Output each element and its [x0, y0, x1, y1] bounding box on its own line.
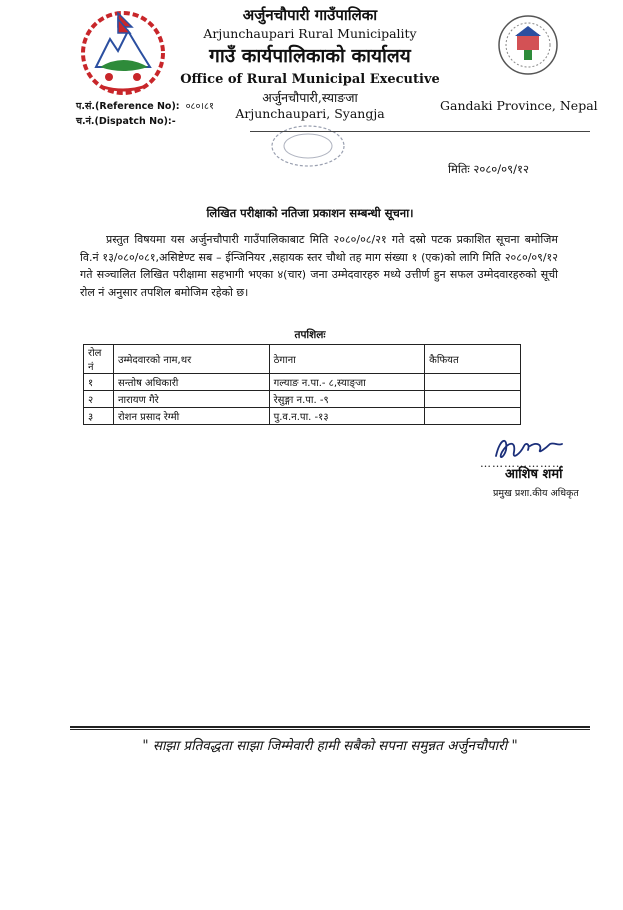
cell-address: पु.व.न.पा. -१३ [269, 408, 425, 425]
municipality-name-en: Arjunchaupari Rural Municipality [203, 26, 417, 41]
table-header-row [84, 345, 521, 374]
office-name-np: गाउँ कार्यपालिकाको कार्यालय [209, 45, 411, 67]
cell-remarks [425, 374, 521, 391]
footer-motto: " साझा प्रतिवद्धता साझा जिम्मेवारी हामी सबैको सपना समुन्नत अर्जुनचौपारी " [142, 738, 518, 754]
notice-subject: लिखित परीक्षाको नतिजा प्रकाशन सम्बन्धी सूचना। [206, 206, 414, 220]
office-name-en: Office of Rural Municipal Executive [180, 72, 440, 87]
reference-label: प.सं.(Reference No): [76, 101, 180, 112]
table-row [84, 374, 521, 391]
results-table [83, 344, 521, 425]
reference-value: ०८०।८१ [185, 101, 214, 112]
signature-dots: ………………… [480, 457, 564, 470]
header-remarks: कैफियत [425, 345, 521, 374]
cell-remarks [425, 408, 521, 425]
address-np: अर्जुनचौपारी,स्याङजा [262, 90, 358, 105]
office-stamp [268, 122, 348, 170]
reference-number [76, 99, 214, 112]
header-divider [250, 131, 590, 132]
notice-body: प्रस्तुत विषयमा यस अर्जुनचौपारी गाउँपालिकाबाट मिति २०८०/०८/२१ गते दस्रो पटक प्रकाशित सूचना बमोजिम वि.नं १३/०८०/०८१,असिष्टेण्ट सब – ईन्जिनियर ,सहायक स्तर चौथो तह माग संख्या १ (एक)को लागि मिति २०८०/०९/१२ गते सञ्चालित लिखित परीक्षामा सहभागी भएका ४(चार) जना उम्मेदवारहरु मध्ये उत्तीर्ण हुन सफल उम्मेदवारहरुको सूची रोल नं अनुसार तपशिल बमोजिम रहेको छ। [80, 233, 558, 299]
document-date: मितिः २०८०/०९/१२ [448, 162, 529, 176]
footer-divider [70, 726, 590, 728]
cell-roll-no: १ [84, 374, 114, 391]
table-row [84, 408, 521, 425]
province-label: Gandaki Province, Nepal [440, 98, 598, 113]
header-address: ठेगाना [269, 345, 425, 374]
municipality-logo [497, 14, 559, 76]
address-en: Arjunchaupari, Syangja [235, 106, 385, 121]
cell-candidate-name: सन्तोष अधिकारी [113, 374, 269, 391]
dispatch-label: च.नं.(Dispatch No):- [76, 116, 176, 127]
cell-roll-no: २ [84, 391, 114, 408]
cell-address: रेसुङ्गा न.पा. -९ [269, 391, 425, 408]
header-candidate-name: उम्मेदवारको नाम,थर [113, 345, 269, 374]
nepal-emblem-logo [78, 5, 168, 95]
cell-candidate-name: नारायण गैरे [113, 391, 269, 408]
cell-candidate-name: रोशन प्रसाद रेग्मी [113, 408, 269, 425]
table-caption: तपशिलः [294, 329, 326, 341]
signatory-name: आशिष शर्मा [505, 467, 563, 482]
footer-divider-thin [70, 729, 590, 730]
dispatch-number [76, 114, 182, 127]
cell-address: गल्याङ न.पा.- ८,स्याङ्जा [269, 374, 425, 391]
municipality-name-np: अर्जुनचौपारी गाउँपालिका [242, 6, 378, 24]
signatory-title: प्रमुख प्रशा.कीय अधिकृत [493, 488, 579, 499]
header-roll-no: रोल नं [84, 345, 114, 374]
cell-remarks [425, 391, 521, 408]
cell-roll-no: ३ [84, 408, 114, 425]
table-row [84, 391, 521, 408]
